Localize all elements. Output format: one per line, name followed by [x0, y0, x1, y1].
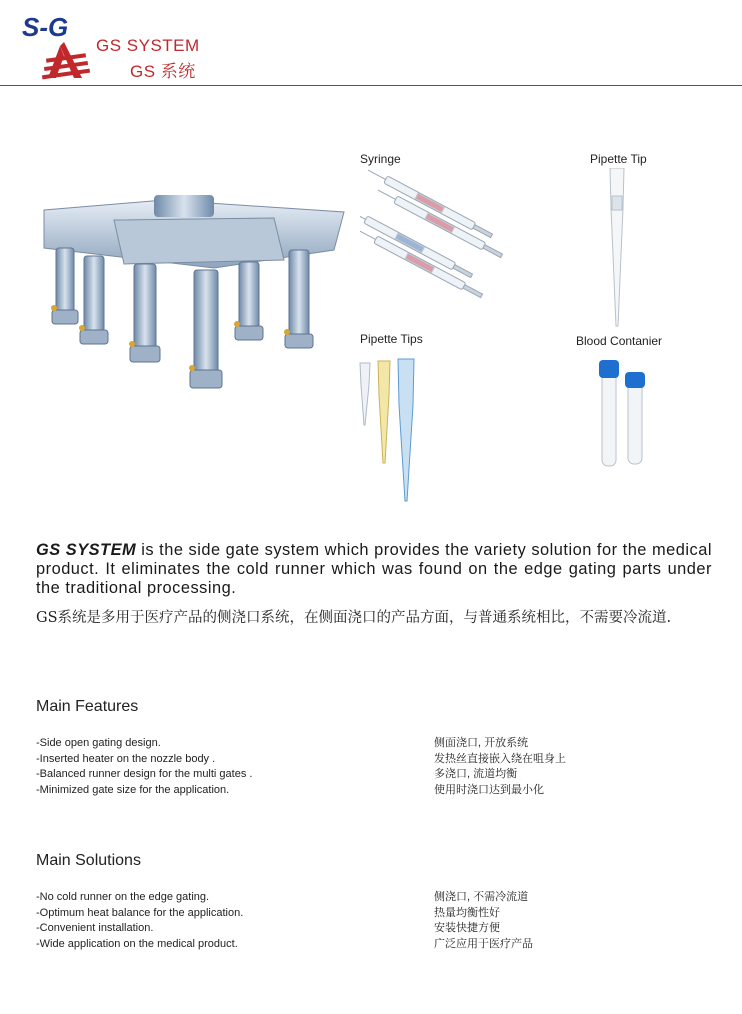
list-item: 侧面浇口, 开放系统: [434, 737, 529, 749]
list-item: 发热丝直接嵌入绕在咀身上: [434, 752, 566, 765]
caption-syringe: Syringe: [360, 152, 401, 166]
features-list-cn: [434, 736, 734, 798]
solutions-list-en: [36, 890, 416, 952]
caption-pipette-tips: Pipette Tips: [360, 332, 423, 346]
svg-text:S-G: S-G: [22, 12, 69, 42]
syringe-image: [360, 170, 520, 300]
list-item: -No cold runner on the edge gating.: [36, 891, 210, 903]
brand-name-cn: GS 系统: [130, 62, 196, 81]
solutions-title: Main Solutions: [36, 852, 141, 869]
intro-body-en: is the side gate system which provides the variety solution for the medical product. It eliminates the cold runner which was found on the edge gating parts under the traditional processing.: [36, 541, 712, 597]
list-item: -Wide application on the medical product.: [36, 937, 238, 950]
list-item: -Side open gating design.: [36, 737, 161, 749]
page-header: [0, 0, 742, 86]
list-item: 广泛应用于医疗产品: [434, 937, 533, 950]
list-item: -Balanced runner design for the multi gates .: [36, 768, 253, 781]
caption-blood-container: Blood Contanier: [576, 334, 663, 348]
intro-text-en: [36, 541, 712, 598]
pipette-tips-image: [358, 355, 428, 505]
brand-name-en: GS SYSTEM: [96, 36, 200, 55]
pipette-tip-image: [596, 168, 636, 328]
company-logo: [20, 6, 90, 80]
features-list-en: [36, 736, 416, 798]
header-divider: [0, 85, 742, 86]
intro-brand: GS SYSTEM: [36, 541, 137, 559]
hot-runner-machine-image: [34, 190, 354, 400]
list-item: -Optimum heat balance for the application.: [36, 906, 244, 919]
list-item: 侧浇口, 不需冷流道: [434, 891, 529, 903]
list-item: 热量均衡性好: [434, 906, 500, 919]
list-item: -Convenient installation.: [36, 922, 154, 935]
list-item: -Minimized gate size for the application.: [36, 783, 230, 796]
features-title: Main Features: [36, 698, 139, 715]
solutions-list-cn: [434, 890, 734, 952]
caption-pipette-tip: Pipette Tip: [590, 152, 647, 166]
list-item: 使用时浇口达到最小化: [434, 783, 544, 796]
list-item: -Inserted heater on the nozzle body .: [36, 752, 216, 765]
list-item: 多浇口, 流道均衡: [434, 768, 518, 781]
intro-text-cn: GS系统是多用于医疗产品的侧浇口系统，在侧面浇口的产品方面，与普通系统相比，不需要冷流道.: [36, 610, 672, 626]
list-item: 安装快捷方便: [434, 922, 500, 935]
blood-container-image: [590, 358, 660, 470]
